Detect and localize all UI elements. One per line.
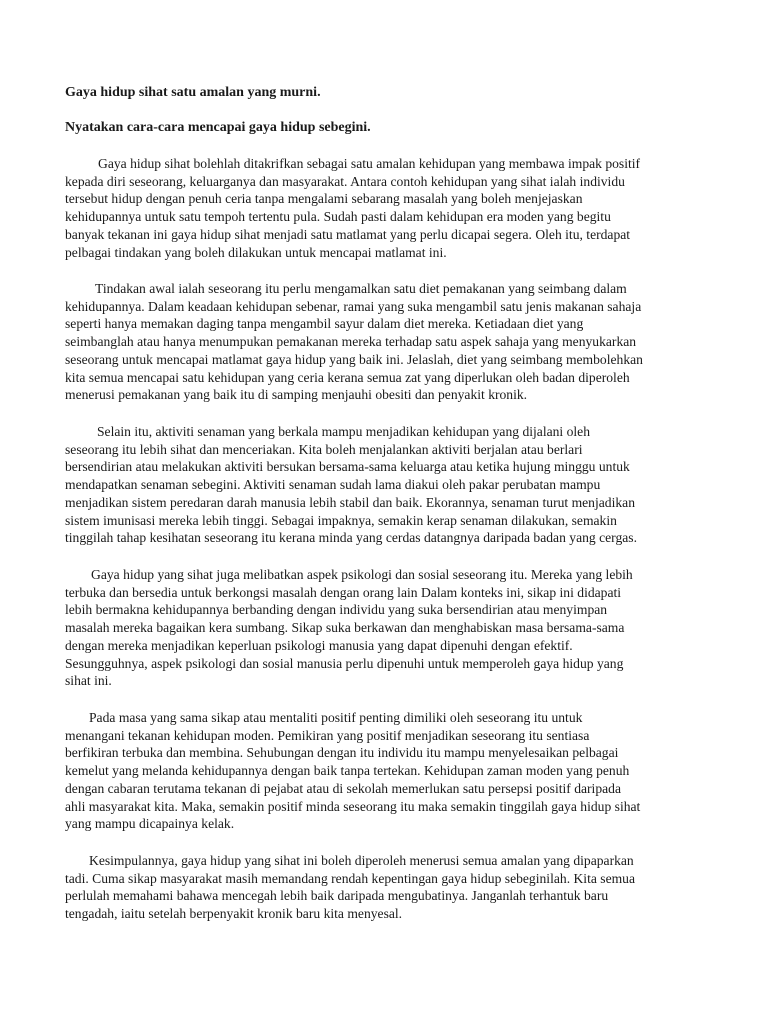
paragraph-line: Sesungguhnya, aspek psikologi dan sosial manusia perlu dipenuhi untuk memperoleh gaya hidup yang xyxy=(65,655,624,671)
paragraph-line: seperti hanya memakan daging tanpa mengambil sayur dalam diet mereka. Ketiadaan diet yang xyxy=(65,316,584,332)
paragraph-line: mendapatkan senaman sebegini. Aktiviti senaman sudah lama diakui oleh pakar perubatan mampu xyxy=(65,477,601,493)
paragraph-line: seseorang itu lebih sihat dan menceriakan. Kita boleh menjalankan aktiviti berjalan atau berlari xyxy=(65,441,583,457)
paragraph-line: berfikiran terbuka dan membina. Sehubungan dengan itu individu itu mampu menyelesaikan pelbagai xyxy=(65,745,619,761)
essay-title: Gaya hidup sihat satu amalan yang murni. xyxy=(65,85,321,100)
paragraph-line: Pada masa yang sama sikap atau mentaliti positif penting dimiliki oleh seseorang itu untuk xyxy=(89,710,583,725)
paragraph-line: yang mampu dicapainya kelak. xyxy=(65,816,235,832)
paragraph-line: seimbanglah atau hanya menumpukan pemakanan mereka terhadap satu aspek sahaja yang menyukarkan xyxy=(65,334,637,350)
paragraph-line: dengan mereka menjadikan keperluan psikologi manusia yang dapat dipenuhi dengan efektif. xyxy=(65,637,573,653)
paragraph-line: kehidupannya. Dalam keadaan kehidupan sebenar, ramai yang suka mengambil satu jenis makanan sahaja xyxy=(65,298,642,314)
paragraph-line: sistem imunisasi mereka lebih tinggi. Sebagai impaknya, semakin kerap senaman dilakukan, semakin xyxy=(65,512,617,528)
paragraph-line: banyak tekanan ini gaya hidup sihat menjadi satu matlamat yang perlu dicapai segera. Oleh itu, terdapat xyxy=(65,226,631,242)
paragraph-line: kehidupannya untuk satu tempoh tertentu pula. Sudah pasti dalam kehidupan era moden yang begitu xyxy=(65,209,611,225)
paragraph-line: tadi. Cuma sikap masyarakat masih memandang rendah kepentingan gaya hidup sebeginilah. Kita semua xyxy=(65,870,636,886)
paragraph-line: menangani tekanan kehidupan moden. Pemikiran yang positif menjadikan seseorang itu sentiasa xyxy=(65,727,590,743)
paragraph-line: sihat ini. xyxy=(65,673,112,689)
essay-question: Nyatakan cara-cara mencapai gaya hidup sebegini. xyxy=(65,120,371,135)
paragraph-line: pelbagai tindakan yang boleh dilakukan untuk mencapai matlamat ini. xyxy=(65,244,447,260)
paragraph-line: Tindakan awal ialah seseorang itu perlu mengamalkan satu diet pemakanan yang seimbang dalam xyxy=(95,281,627,296)
paragraph-positive-mindset xyxy=(65,709,725,833)
paragraph-line: kita semua mencapai satu kehidupan yang ceria kerana semua zat yang diperlukan oleh badan diperoleh xyxy=(65,369,630,385)
paragraph-line: Gaya hidup sihat bolehlah ditakrifkan sebagai satu amalan kehidupan yang membawa impak positif xyxy=(98,156,641,171)
paragraph-conclusion xyxy=(65,852,725,923)
paragraph-line: tersebut hidup dengan penuh ceria tanpa mengalami sebarang masalah yang boleh menjejaskan xyxy=(65,191,583,207)
paragraph-line: bersendirian atau melakukan aktiviti bersukan bersama-sama keluarga atau ketika hujung minggu untuk xyxy=(65,459,630,475)
paragraph-line: Gaya hidup yang sihat juga melibatkan aspek psikologi dan sosial seseorang itu. Mereka yang lebih xyxy=(91,567,633,582)
paragraph-line: kepada diri seseorang, keluarganya dan masyarakat. Antara contoh kehidupan yang sihat ialah individu xyxy=(65,173,625,189)
paragraph-line: menjadikan sistem peredaran darah manusia lebih stabil dan baik. Ekorannya, senaman turut menjadikan xyxy=(65,494,635,510)
paragraph-line: menerusi pemakanan yang baik itu di samping menjauhi obesiti dan penyakit kronik. xyxy=(65,387,528,403)
paragraph-line: perlulah memahami bahawa mencegah lebih baik daripada mengubatinya. Janganlah terhantuk baru xyxy=(65,888,609,904)
paragraph-line: Selain itu, aktiviti senaman yang berkala mampu menjadikan kehidupan yang dijalani oleh xyxy=(97,424,591,439)
paragraph-diet xyxy=(65,280,725,404)
paragraph-line: terbuka dan bersedia untuk berkongsi masalah dengan orang lain Dalam konteks ini, sikap ini didapati xyxy=(65,584,622,600)
paragraph-psychology xyxy=(65,566,725,690)
paragraph-line: masalah mereka bagaikan kera sumbang. Sikap suka berkawan dan menghabiskan masa bersama-sama xyxy=(65,620,625,636)
paragraph-line: seseorang untuk mencapai matlamat gaya hidup yang baik ini. Jelaslah, diet yang seimbang membolehkan xyxy=(65,351,643,367)
paragraph-line: kemelut yang melanda kehidupannya dengan baik tanpa tertekan. Kehidupan zaman moden yang penuh xyxy=(65,763,630,779)
paragraph-exercise xyxy=(65,423,725,547)
paragraph-line: tengadah, iaitu setelah berpenyakit kronik baru kita menyesal. xyxy=(65,906,403,922)
paragraph-line: ahli masyarakat kita. Maka, semakin positif minda seseorang itu maka semakin tinggilah gaya hidup sihat xyxy=(65,798,641,814)
paragraph-introduction xyxy=(65,155,725,261)
paragraph-line: Kesimpulannya, gaya hidup yang sihat ini boleh diperoleh menerusi semua amalan yang dipaparkan xyxy=(89,853,634,868)
paragraph-line: dengan cabaran terutama tekanan di pejabat atau di sekolah memerlukan satu persepsi positif daripada xyxy=(65,780,621,796)
paragraph-line: lebih bermakna kehidupannya berbanding dengan individu yang suka bersendirian atau menyimpan xyxy=(65,602,608,618)
paragraph-line: tinggilah tahap kesihatan seseorang itu kerana minda yang cerdas datangnya daripada badan yang cergas. xyxy=(65,530,637,546)
